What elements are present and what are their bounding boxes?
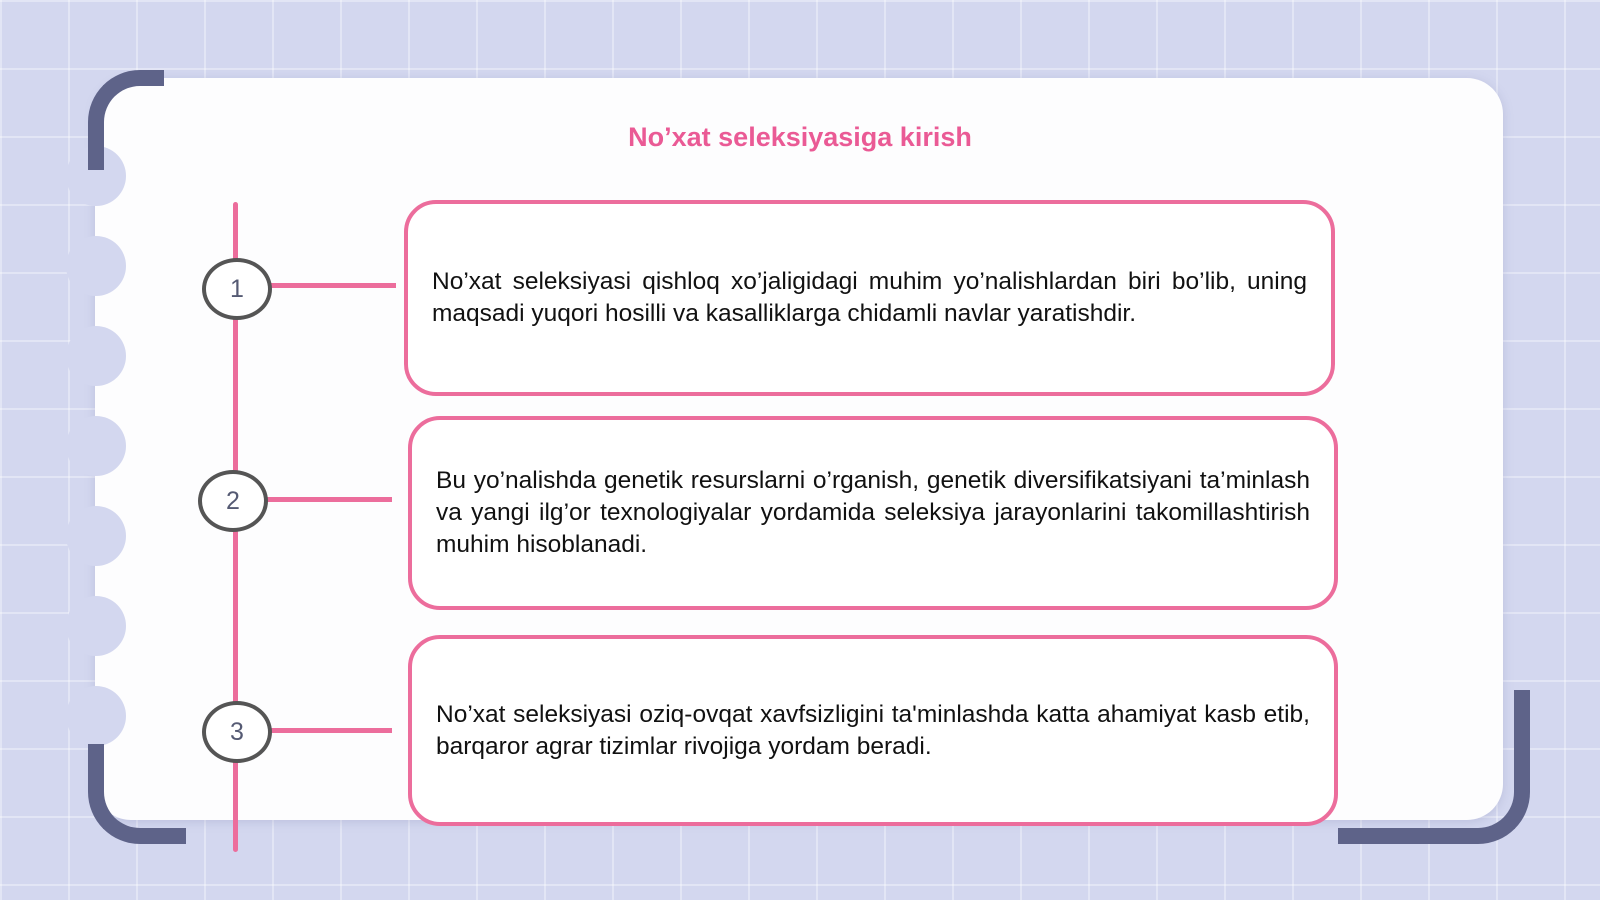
corner-bracket-bottom-right — [1338, 690, 1530, 844]
timeline-connector — [266, 728, 392, 733]
timeline-connector — [266, 283, 396, 288]
step-text: No’xat seleksiyasi qishloq xo’jaligidagi muhim yo’nalishlardan biri bo’lib, uning maqsadi yuqori hosilli va kasalliklarga chidamli navlar yaratishdir. — [432, 268, 1307, 327]
step-number: 2 — [226, 486, 240, 515]
paper-punch-hole — [66, 596, 126, 656]
corner-bracket-bottom-left — [88, 744, 186, 844]
step-number: 3 — [230, 717, 244, 746]
step-card — [404, 200, 1335, 396]
paper-punch-hole — [66, 416, 126, 476]
corner-bracket-top-left — [88, 70, 164, 170]
step-number: 1 — [230, 274, 244, 303]
paper-punch-hole — [66, 236, 126, 296]
paper-punch-hole — [66, 686, 126, 746]
step-number-badge — [202, 701, 272, 763]
step-text: No’xat seleksiyasi oziq-ovqat xavfsizligini ta'minlashda katta ahamiyat kasb etib, barqaror agrar tizimlar rivojiga yordam beradi. — [436, 700, 1310, 760]
step-card — [408, 416, 1338, 610]
timeline-connector — [262, 497, 392, 502]
paper-punch-hole — [66, 326, 126, 386]
step-number-badge — [198, 470, 268, 532]
slide-title: No’xat seleksiyasiga kirish — [628, 122, 972, 152]
step-number-badge — [202, 258, 272, 320]
paper-punch-hole — [66, 506, 126, 566]
step-text: Bu yo’nalishda genetik resurslarni o’rganish, genetik diversifikatsiyani ta’minlash va yangi ilg’or texnologiyalar yordamida seleksiya jarayonlarini takomillashtirish muhim hisoblanadi. — [436, 467, 1310, 558]
step-card — [408, 635, 1338, 826]
